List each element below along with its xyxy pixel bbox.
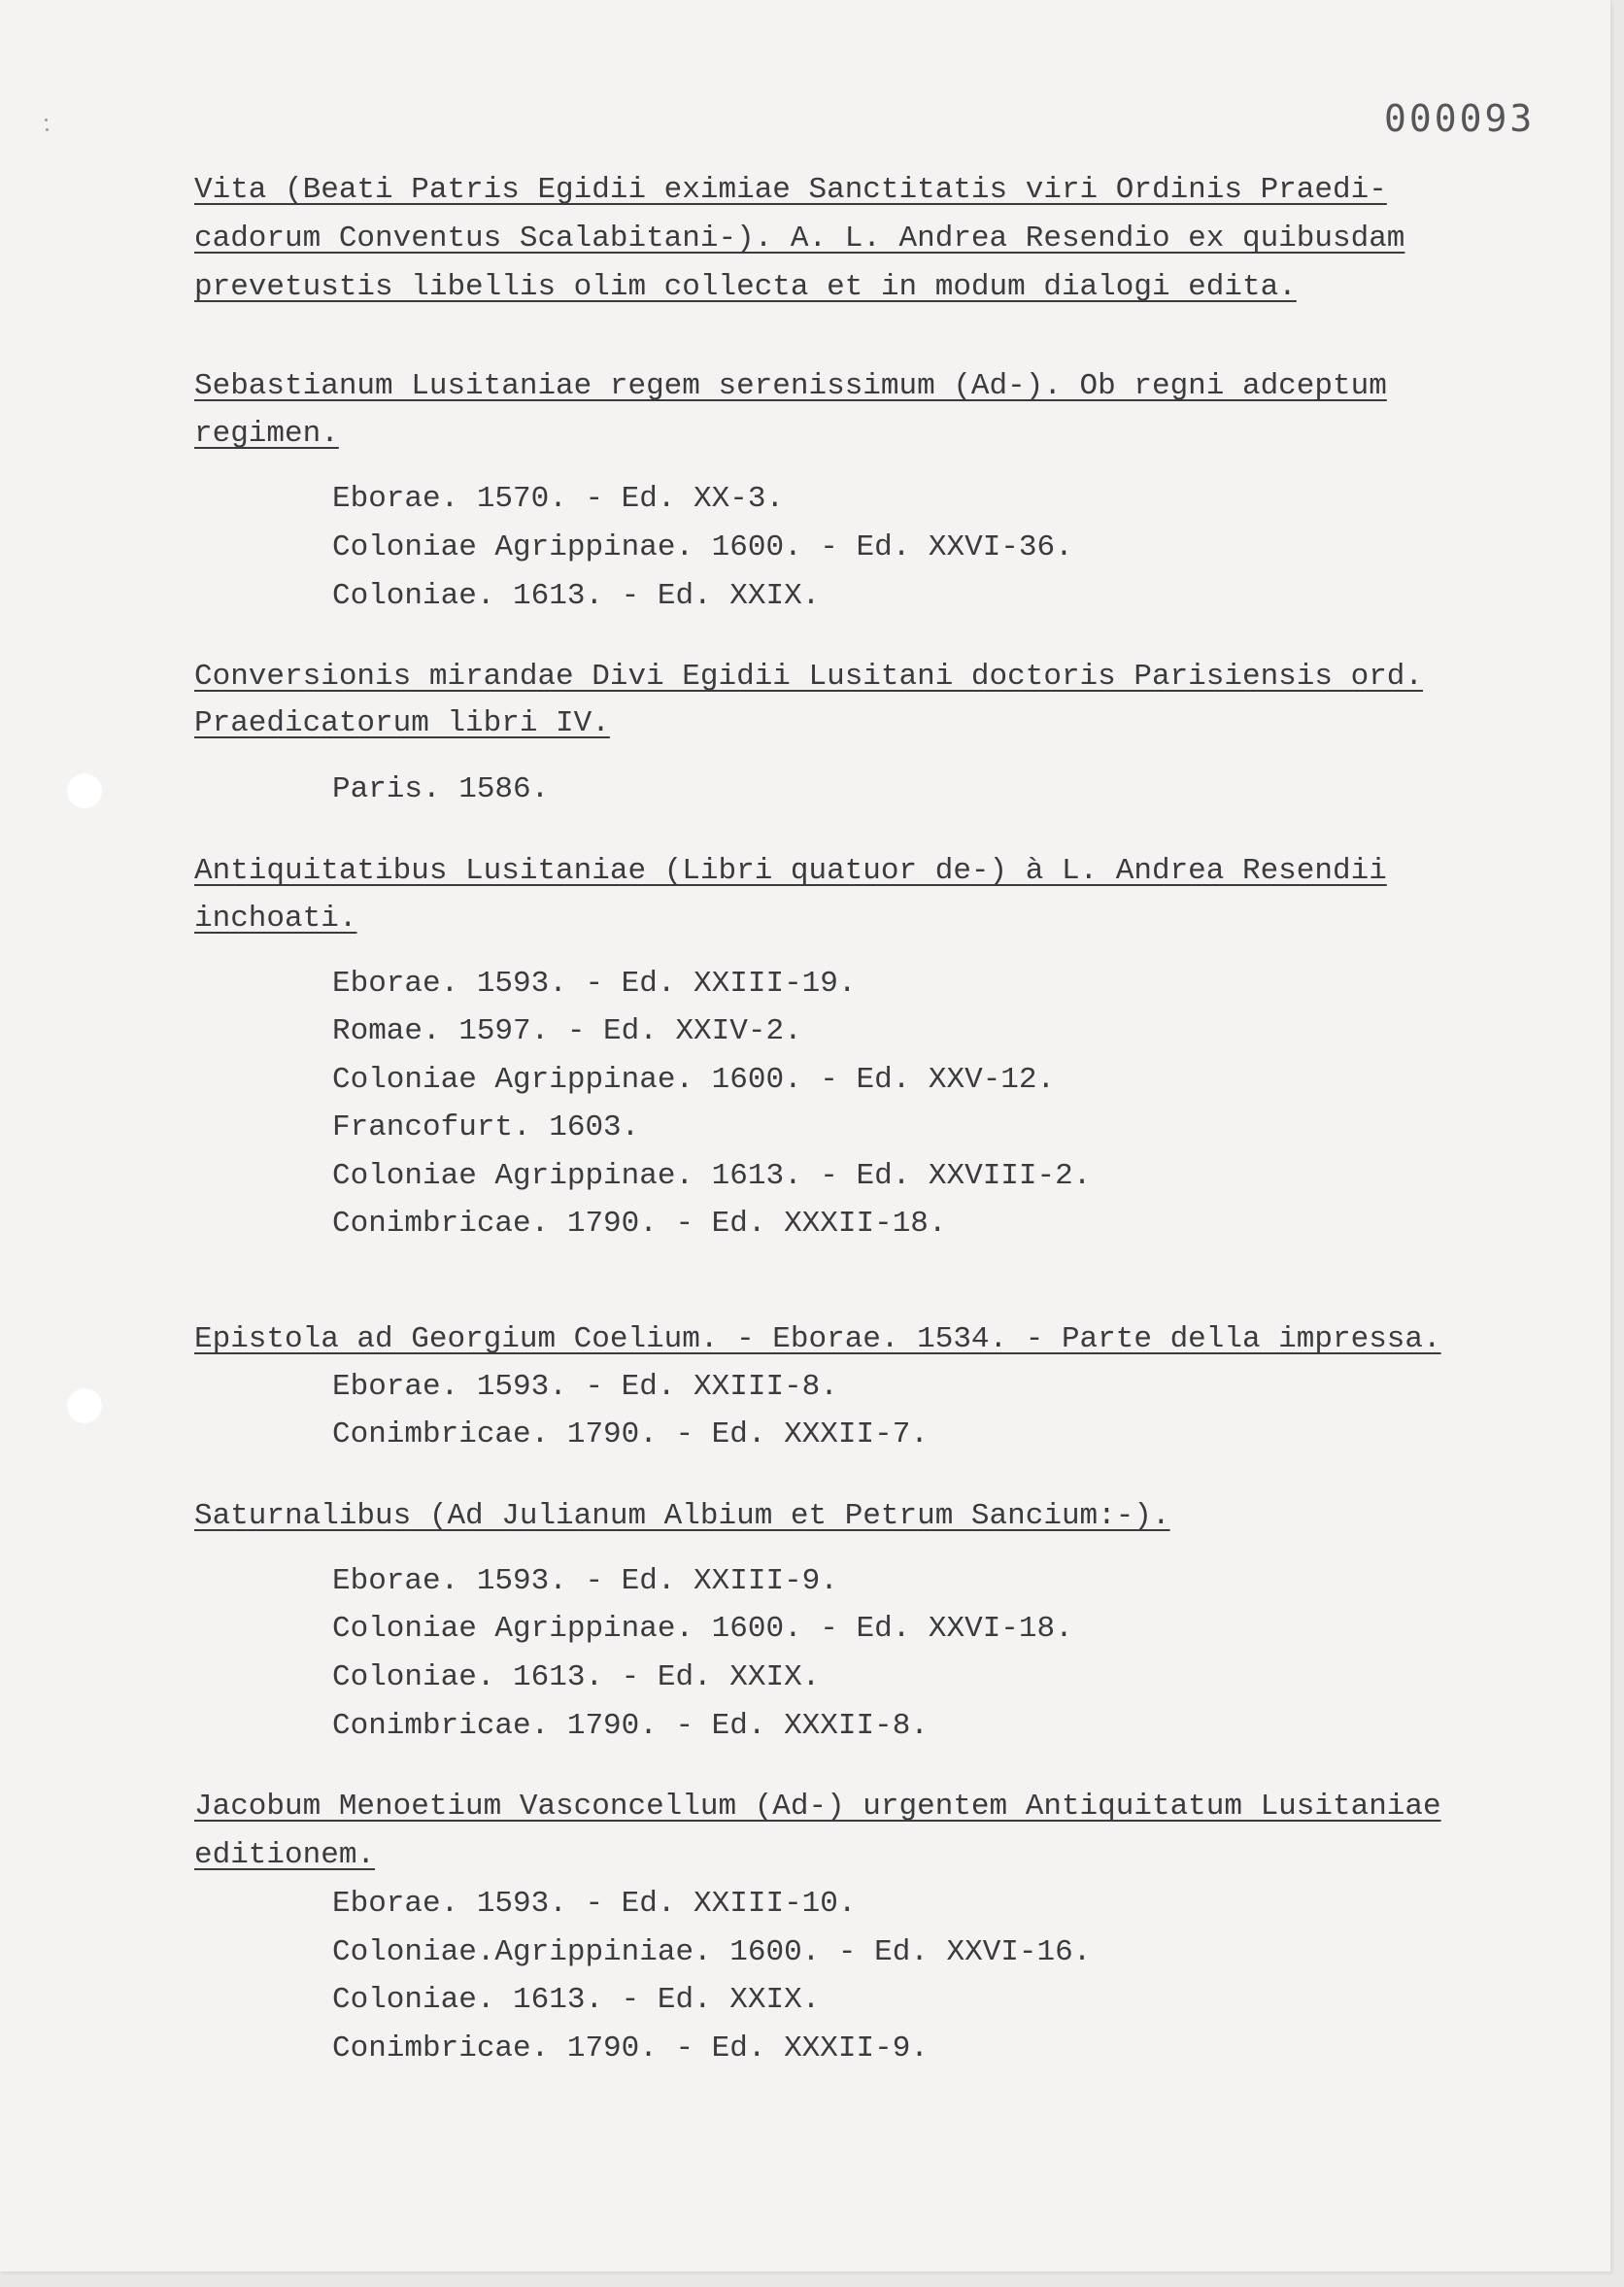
entry-title-line: Vita (Beati Patris Egidii eximiae Sanctitatis viri Ordinis Praedi-: [194, 173, 1387, 207]
edition-line: Romae. 1597. - Ed. XXIV-2.: [332, 1014, 802, 1048]
punch-hole: [66, 772, 103, 809]
edition-line: Coloniae. 1613. - Ed. XXIX.: [332, 1660, 821, 1694]
edition-line: Conimbricae. 1790. - Ed. XXXII-7.: [332, 1417, 929, 1451]
entry-title-line: Epistola ad Georgium Coelium. - Eborae. 1534. - Parte della impressa.: [194, 1322, 1441, 1356]
entry-title-line: Sebastianum Lusitaniae regem serenissimum (Ad-). Ob regni adceptum: [194, 369, 1387, 403]
edition-line: Conimbricae. 1790. - Ed. XXXII-8.: [332, 1709, 929, 1743]
edition-line: Conimbricae. 1790. - Ed. XXXII-9.: [332, 2031, 929, 2065]
entry-title-line: cadorum Conventus Scalabitani-). A. L. Andrea Resendio ex quibusdam: [194, 222, 1405, 256]
paper-speck: [45, 119, 48, 121]
entry-title-line: Antiquitatibus Lusitaniae (Libri quatuor de-) à L. Andrea Resendii: [194, 854, 1387, 888]
edition-line: Coloniae Agrippinae. 1600. - Ed. XXV-12.: [332, 1063, 1056, 1097]
entry-title-line: editionem.: [194, 1838, 376, 1872]
edition-line: Coloniae.Agrippiniae. 1600. - Ed. XXVI-16.: [332, 1935, 1092, 1969]
edition-line: Conimbricae. 1790. - Ed. XXXII-18.: [332, 1207, 947, 1241]
punch-hole: [66, 1387, 103, 1424]
entry-title-line: prevetustis libellis olim collecta et in modum dialogi edita.: [194, 270, 1297, 304]
edition-line: Eborae. 1593. - Ed. XXIII-10.: [332, 1887, 857, 1921]
entry-title-line: inchoati.: [194, 902, 357, 936]
paper-speck: [46, 128, 49, 131]
entry-title-line: regimen.: [194, 417, 339, 451]
edition-line: Coloniae Agrippinae. 1600. - Ed. XXVI-36.: [332, 530, 1073, 564]
edition-line: Eborae. 1593. - Ed. XXIII-9.: [332, 1564, 838, 1598]
entry-title-line: Conversionis mirandae Divi Egidii Lusitani doctoris Parisiensis ord.: [194, 660, 1424, 694]
edition-line: Coloniae. 1613. - Ed. XXIX.: [332, 1983, 821, 2017]
entry-title-line: Saturnalibus (Ad Julianum Albium et Petrum Sancium:-).: [194, 1499, 1170, 1533]
edition-line: Coloniae. 1613. - Ed. XXIX.: [332, 579, 821, 613]
edition-line: Eborae. 1593. - Ed. XXIII-19.: [332, 967, 857, 1001]
edition-line: Paris. 1586.: [332, 772, 550, 806]
page-number: 000093: [1384, 97, 1536, 140]
entry-title-line: Praedicatorum libri IV.: [194, 706, 610, 740]
edition-line: Coloniae Agrippinae. 1613. - Ed. XXVIII-2.: [332, 1159, 1092, 1193]
edition-line: Eborae. 1570. - Ed. XX-3.: [332, 482, 785, 516]
entry-title-line: Jacobum Menoetium Vasconcellum (Ad-) urgentem Antiquitatum Lusitaniae: [194, 1790, 1441, 1824]
edition-line: Coloniae Agrippinae. 1600. - Ed. XXVI-18.: [332, 1612, 1073, 1646]
edition-line: Eborae. 1593. - Ed. XXIII-8.: [332, 1370, 838, 1404]
edition-line: Francofurt. 1603.: [332, 1110, 640, 1144]
